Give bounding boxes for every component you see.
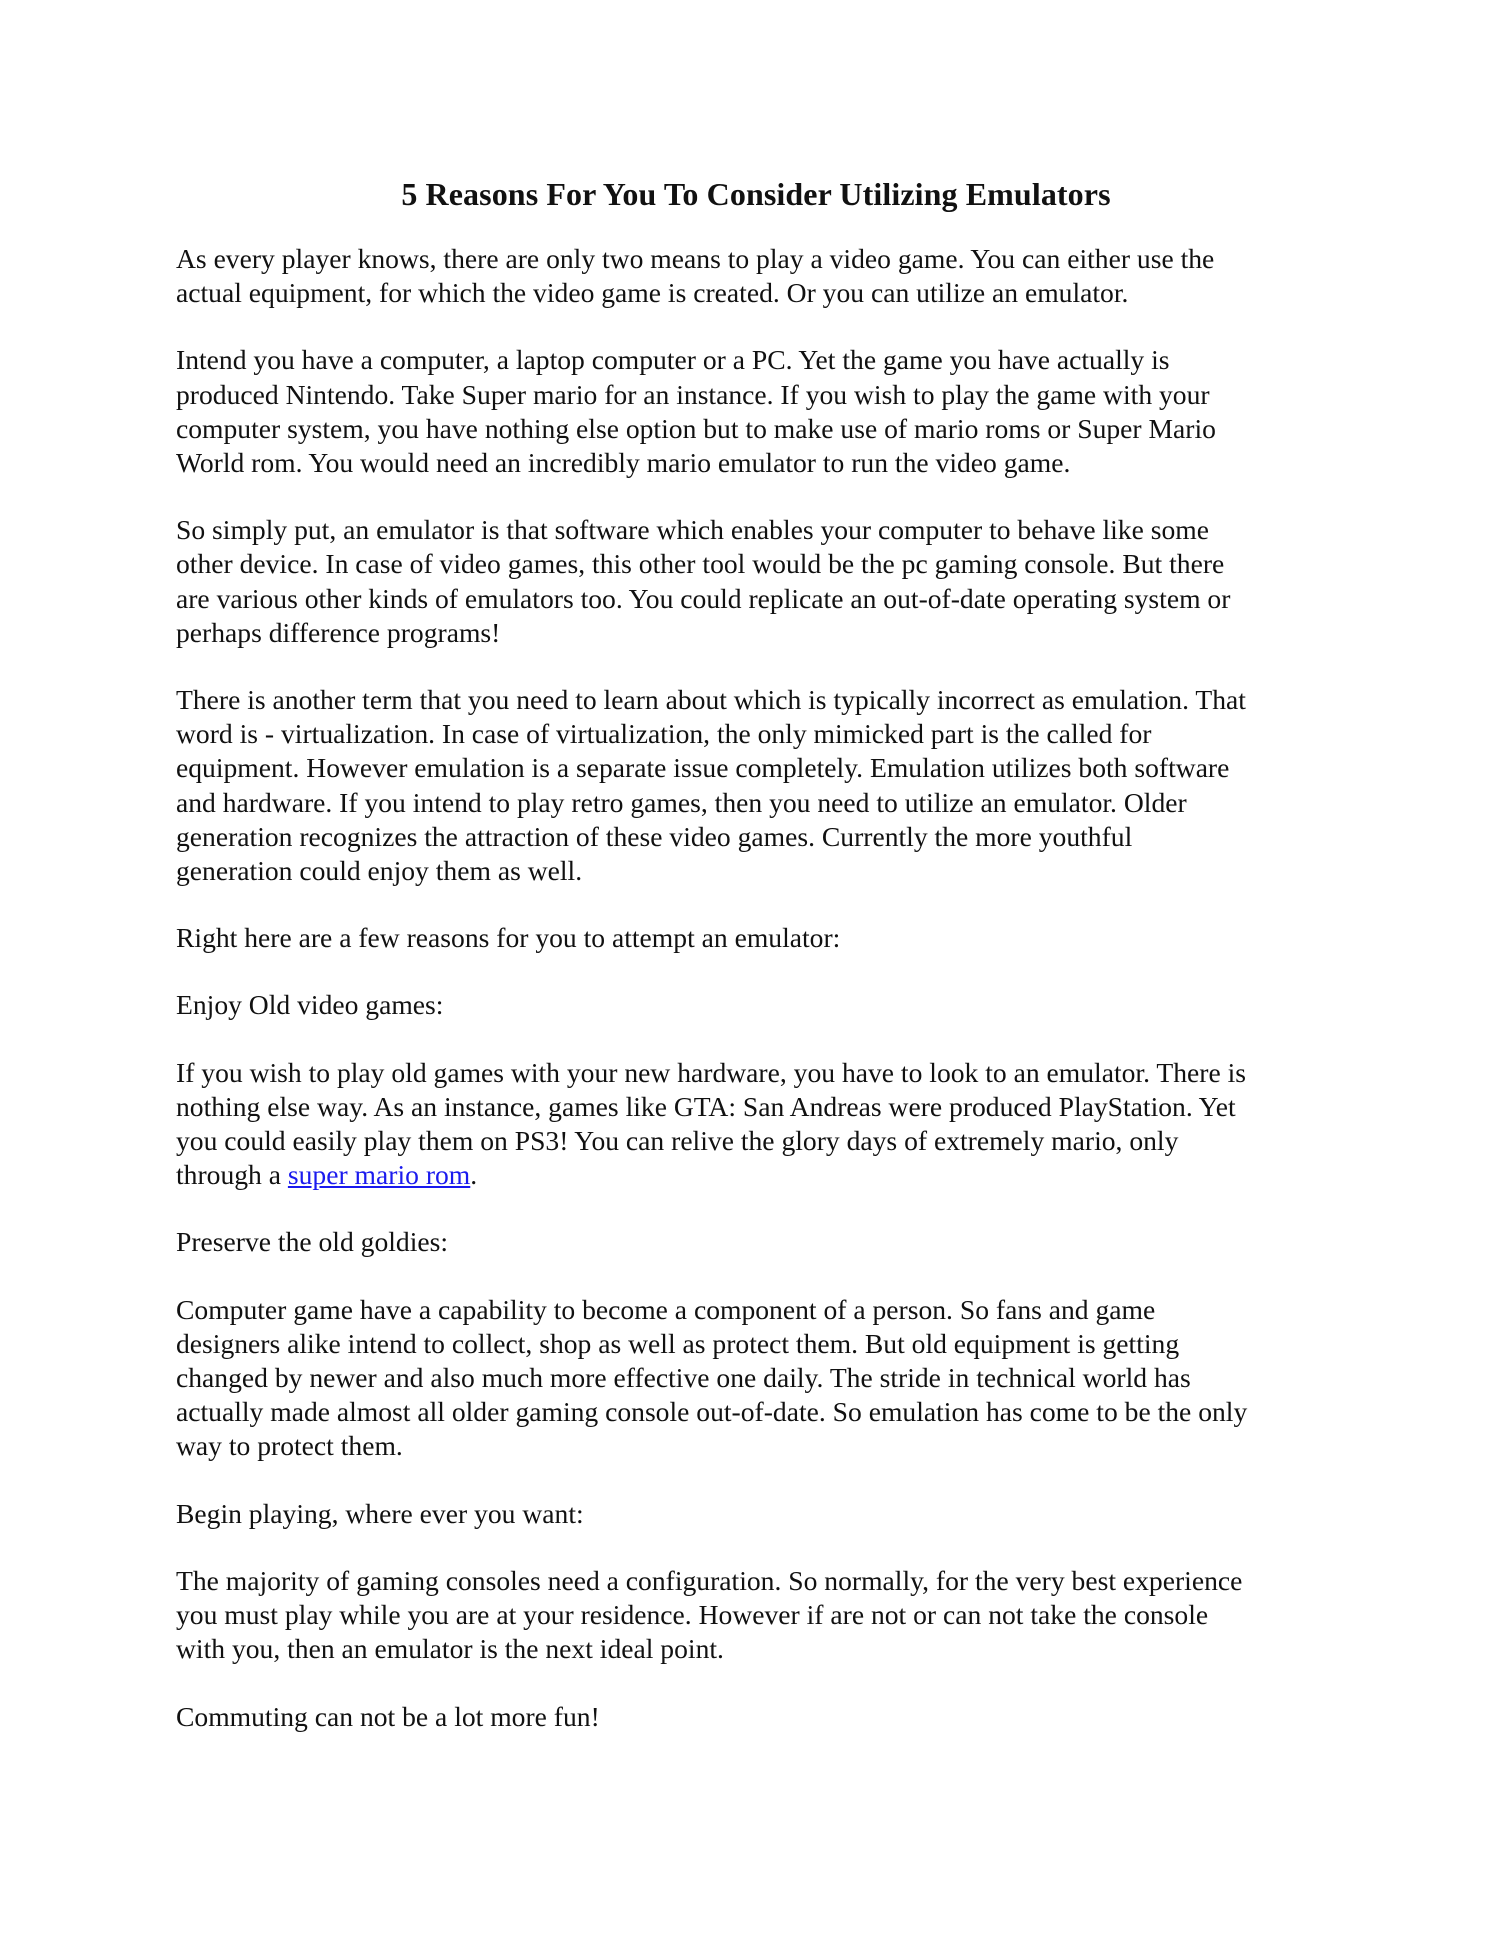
document-body — [176, 168, 1336, 1767]
text-line: actual equipment, for which the video game is created. Or you can utilize an emulator. — [176, 277, 1129, 309]
text-line: So simply put, an emulator is that software which enables your computer to behave like some — [176, 514, 1209, 546]
section-heading-begin-playing — [176, 1497, 1336, 1531]
text-line: generation recognizes the attraction of these video games. Currently the more youthful — [176, 820, 1133, 852]
text-line: are various other kinds of emulators too. You could replicate an out-of-date operating system or — [176, 582, 1231, 614]
text-line: As every player knows, there are only two means to play a video game. You can either use the — [176, 243, 1215, 274]
text-line: actually made almost all older gaming console out-of-date. So emulation has come to be the only — [176, 1396, 1248, 1428]
text-line: designers alike intend to collect, shop as well as protect them. But old equipment is getting — [176, 1327, 1180, 1359]
text-line: way to protect them. — [176, 1430, 403, 1462]
text-line: generation could enjoy them as well. — [176, 855, 583, 887]
text-line: equipment. However emulation is a separate issue completely. Emulation utilizes both software — [176, 752, 1230, 784]
text-line: you must play while you are at your residence. However if are not or can not take the console — [176, 1599, 1209, 1631]
paragraph-preserve — [176, 1293, 1336, 1464]
section-heading-preserve — [176, 1225, 1336, 1259]
text-line: computer system, you have nothing else option but to make use of mario roms or Super Mario — [176, 412, 1216, 444]
text-line: Preserve the old goldies: — [176, 1226, 449, 1258]
text-line — [176, 1158, 1336, 1192]
paragraph-old-games — [176, 1056, 1336, 1193]
paragraph-nintendo — [176, 343, 1336, 480]
text-line: There is another term that you need to learn about which is typically incorrect as emulation. That — [176, 684, 1246, 716]
text-line: Commuting can not be a lot more fun! — [176, 1700, 600, 1732]
super-mario-rom-link[interactable]: super mario rom — [287, 1159, 471, 1191]
text-line: nothing else way. As an instance, games like GTA: San Andreas were produced PlayStation. Yet — [176, 1090, 1236, 1122]
text-fragment: . — [470, 1159, 478, 1191]
text-line: word is - virtualization. In case of virtualization, the only mimicked part is the called for — [176, 718, 1152, 750]
text-line: Begin playing, where ever you want: — [176, 1497, 584, 1529]
text-line: changed by newer and also much more effective one daily. The stride in technical world has — [176, 1362, 1191, 1394]
text-line: with you, then an emulator is the next ideal point. — [176, 1633, 724, 1665]
text-line: Enjoy Old video games: — [176, 989, 444, 1021]
paragraph-begin-playing — [176, 1564, 1336, 1667]
text-line: If you wish to play old games with your new hardware, you have to look to an emulator. There is — [176, 1056, 1247, 1088]
text-line: Right here are a few reasons for you to attempt an emulator: — [176, 922, 841, 954]
text-line: Intend you have a computer, a laptop computer or a PC. Yet the game you have actually is — [176, 344, 1170, 376]
text-line: World rom. You would need an incredibly mario emulator to run the video game. — [176, 447, 1071, 479]
paragraph-reasons-intro — [176, 921, 1336, 955]
paragraph-commuting — [176, 1700, 1336, 1734]
paragraph-emulator-definition — [176, 513, 1336, 650]
text-line: you could easily play them on PS3! You can relive the glory days of extremely mario, only — [176, 1125, 1179, 1157]
text-line: perhaps difference programs! — [176, 616, 501, 648]
text-line: and hardware. If you intend to play retro games, then you need to utilize an emulator. Older — [176, 786, 1187, 818]
section-heading-enjoy-old-games — [176, 988, 1336, 1022]
text-line: Computer game have a capability to become a component of a person. So fans and game — [176, 1293, 1156, 1325]
text-line: other device. In case of video games, this other tool would be the pc gaming console. But there — [176, 548, 1225, 580]
text-line: The majority of gaming consoles need a configuration. So normally, for the very best experience — [176, 1564, 1243, 1596]
paragraph-intro — [176, 242, 1336, 310]
text-line: produced Nintendo. Take Super mario for an instance. If you wish to play the game with your — [176, 378, 1210, 410]
text-fragment: through a — [176, 1159, 288, 1191]
paragraph-virtualization — [176, 683, 1336, 888]
page-title: 5 Reasons For You To Consider Utilizing Emulators — [401, 176, 1111, 212]
